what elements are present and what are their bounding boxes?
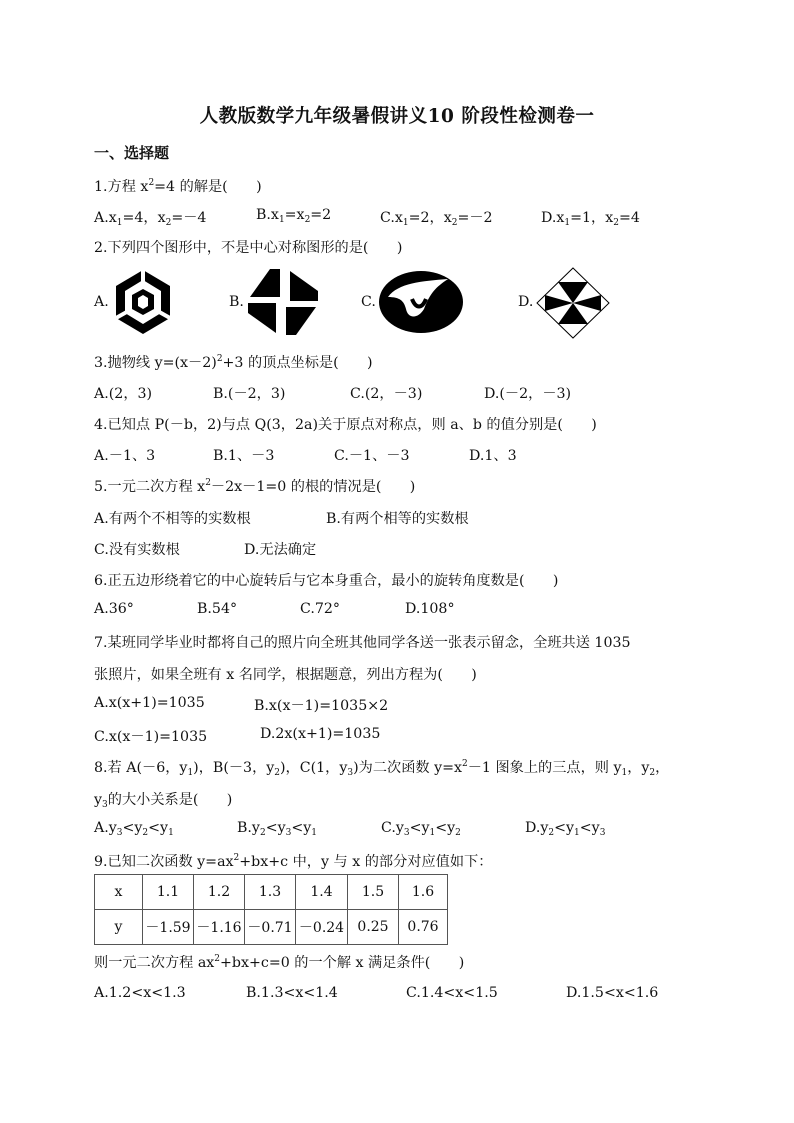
q9-option-d[interactable]: D.1.5<x<1.6 <box>566 985 659 1001</box>
q3-option-c[interactable]: C.(2，－3) <box>350 386 423 402</box>
q1-stem-text-end: =4 的解是( ) <box>154 179 262 195</box>
q8a-c: <y <box>148 820 169 836</box>
table-cell: 0.25 <box>348 910 399 945</box>
q9-exponent: 2 <box>233 853 240 863</box>
question-2-stem: 2.下列四个图形中，不是中心对称图形的是( ) <box>94 240 403 256</box>
q8b-s2: 3 <box>285 828 292 838</box>
hexagon-swirl-icon[interactable] <box>108 267 178 337</box>
q8-option-c[interactable] <box>381 820 461 838</box>
q6-option-a[interactable]: A.36° <box>94 601 134 617</box>
q8-line2-sub: 3 <box>102 800 108 810</box>
question-1-stem <box>94 176 262 196</box>
q8b-c: <y <box>291 820 312 836</box>
q8-sub-1: 1 <box>187 768 194 778</box>
q8c-s2: 1 <box>429 828 436 838</box>
q1c-mid: =2，x <box>408 210 452 226</box>
q1d-text: D.x <box>541 210 565 226</box>
q1-option-c[interactable] <box>380 207 493 228</box>
q8c-c: <y <box>435 820 456 836</box>
q1-stem-text: 1.方程 x <box>94 179 149 195</box>
table-cell: －1.16 <box>194 910 245 945</box>
q8a-b: <y <box>122 820 143 836</box>
q8b-a: B.y <box>237 820 260 836</box>
q1b-sub2: 2 <box>304 215 311 225</box>
q1a-mid: =4，x <box>122 210 166 226</box>
q8b-b: <y <box>265 820 286 836</box>
section-heading: 一、选择题 <box>94 144 170 162</box>
q8-sub-4: 1 <box>621 768 628 778</box>
q8-text-g: ， <box>655 760 670 776</box>
q8c-b: <y <box>409 820 430 836</box>
table-cell: 1.2 <box>194 875 245 910</box>
question-4-stem: 4.已知点 P(－b，2)与点 Q(3，2a)关于原点对称点，则 a、b 的值分别是( ) <box>94 417 597 433</box>
q2-option-d-label[interactable]: D. <box>518 294 534 310</box>
q4-option-a[interactable]: A.－1、3 <box>94 448 156 464</box>
q1-exponent: 2 <box>148 178 155 188</box>
q8d-s1: 2 <box>548 828 555 838</box>
q9-after-text-end: +bx+c=0 的一个解 x 满足条件( ) <box>220 955 465 971</box>
q8-option-d[interactable] <box>525 820 605 838</box>
table-cell: 1.5 <box>348 875 399 910</box>
q5-option-d[interactable]: D.无法确定 <box>244 542 317 558</box>
q8b-s3: 1 <box>311 828 317 838</box>
q1c-text: C.x <box>380 210 403 226</box>
q6-option-c[interactable]: C.72° <box>300 601 341 617</box>
q8-option-a[interactable] <box>94 820 174 838</box>
q3-option-b[interactable]: B.(－2，3) <box>213 386 286 402</box>
q8a-s1: 3 <box>116 828 123 838</box>
q5-option-b[interactable]: B.有两个相等的实数根 <box>326 511 469 527</box>
q8-text-b: )，B(－3，y <box>193 760 275 776</box>
q8-text-a: 8.若 A(－6，y <box>94 760 188 776</box>
q8-line2-a: y <box>94 792 103 808</box>
question-9-followup <box>94 952 464 972</box>
q8b-s1: 2 <box>259 828 266 838</box>
q7-option-d[interactable]: D.2x(x+1)=1035 <box>260 726 381 742</box>
q1d-sub1: 1 <box>564 218 571 228</box>
q8-line2-b: 的大小关系是( ) <box>107 792 233 808</box>
q8d-a: D.y <box>525 820 549 836</box>
question-8-stem-line2 <box>94 789 232 810</box>
q1d-end: =4 <box>618 210 640 226</box>
q4-option-d[interactable]: D.1、3 <box>469 448 517 464</box>
q8d-s2: 1 <box>574 828 580 838</box>
table-cell: x <box>95 875 143 910</box>
q3-option-a[interactable]: A.(2，3) <box>94 386 153 402</box>
q9-option-c[interactable]: C.1.4<x<1.5 <box>406 985 498 1001</box>
q3-exponent: 2 <box>216 354 223 364</box>
table-cell: 0.76 <box>399 910 448 945</box>
q8a-s2: 2 <box>142 828 149 838</box>
q8a-s3: 1 <box>168 828 174 838</box>
table-cell: －0.24 <box>296 910 348 945</box>
question-6-stem: 6.正五边形绕着它的中心旋转后与它本身重合，最小的旋转角度数是( ) <box>94 573 559 589</box>
q3-stem-text-end: +3 的顶点坐标是( ) <box>222 355 373 371</box>
q1a-text: A.x <box>94 210 117 226</box>
q8-option-b[interactable] <box>237 820 317 838</box>
q2-option-c-label[interactable]: C. <box>361 294 376 310</box>
q1b-end: =2 <box>310 207 332 223</box>
table-cell: －0.71 <box>245 910 296 945</box>
table-cell: 1.6 <box>399 875 448 910</box>
question-3-stem <box>94 352 373 372</box>
q1b-sub1: 1 <box>278 215 285 225</box>
q8-sub-5: 2 <box>649 768 656 778</box>
q1a-sub1: 1 <box>116 218 123 228</box>
q1c-sub2: 2 <box>451 218 458 228</box>
question-7-stem-line1: 7.某班同学毕业时都将自己的照片向全班其他同学各送一张表示留念，全班共送 1035 <box>94 635 631 651</box>
q2-option-b-label[interactable]: B. <box>229 294 244 310</box>
q9-stem-text-end: +bx+c 中，y 与 x 的部分对应值如下： <box>239 854 493 870</box>
q5-option-c[interactable]: C.没有实数根 <box>94 542 180 558</box>
q3-option-d[interactable]: D.(－2，－3) <box>484 386 572 402</box>
q8c-s1: 3 <box>403 828 410 838</box>
q8-sub-2: 2 <box>274 768 281 778</box>
value-table <box>94 874 448 945</box>
q8-text-e: －1 图象上的三点，则 y <box>467 760 622 776</box>
q1c-end: =－2 <box>457 210 493 226</box>
q5-stem-text: 5.一元二次方程 x <box>94 479 206 495</box>
q7-option-c[interactable]: C.x(x－1)=1035 <box>94 729 208 745</box>
q9-option-a[interactable]: A.1.2<x<1.3 <box>94 985 186 1001</box>
diamond-bowtie-icon[interactable] <box>536 267 610 339</box>
q6-option-b[interactable]: B.54° <box>197 601 238 617</box>
table-row <box>95 875 448 910</box>
q1b-mid: =x <box>284 207 305 223</box>
q5-stem-text-end: －2x－1=0 的根的情况是( ) <box>210 479 416 495</box>
q3-stem-text: 3.抛物线 y=(x－2) <box>94 355 217 371</box>
q9-after-text: 则一元二次方程 ax <box>94 955 215 971</box>
q4-option-b[interactable]: B.1、－3 <box>213 448 275 464</box>
table-cell: 1.4 <box>296 875 348 910</box>
q8-sub-3: 3 <box>347 768 354 778</box>
q5-option-a[interactable]: A.有两个不相等的实数根 <box>94 511 251 527</box>
q8d-b: <y <box>554 820 575 836</box>
question-8-stem-line1 <box>94 757 669 778</box>
table-cell: 1.3 <box>245 875 296 910</box>
q8d-s3: 3 <box>599 828 606 838</box>
q1-option-a[interactable] <box>94 207 206 228</box>
q9-option-b[interactable]: B.1.3<x<1.4 <box>246 985 338 1001</box>
question-7-stem-line2: 张照片，如果全班有 x 名同学，根据题意，列出方程为( ) <box>94 667 477 683</box>
q8-text-d: )为二次函数 y=x <box>353 760 462 776</box>
question-5-stem <box>94 476 415 496</box>
q2-option-a-label[interactable]: A. <box>94 294 109 310</box>
q5-exponent: 2 <box>205 478 211 488</box>
q7-option-b[interactable]: B.x(x－1)=1035×2 <box>254 698 389 714</box>
q1a-end: =－4 <box>171 210 207 226</box>
q1b-text: B.x <box>256 207 279 223</box>
q1d-sub2: 2 <box>613 218 619 228</box>
q1d-mid: =1，x <box>570 210 614 226</box>
table-cell: y <box>95 910 143 945</box>
q9-after-exponent: 2 <box>214 954 221 964</box>
q1a-sub2: 2 <box>165 218 172 228</box>
table-row <box>95 910 448 945</box>
q8a-a: A.y <box>94 820 117 836</box>
pinwheel-square-icon[interactable] <box>246 267 320 337</box>
oval-emblem-icon[interactable] <box>378 269 464 335</box>
q8-text-f: ，y <box>627 760 650 776</box>
q8d-c: <y <box>579 820 600 836</box>
q8c-a: C.y <box>381 820 404 836</box>
question-9-stem <box>94 851 492 871</box>
q8-exponent: 2 <box>461 759 468 769</box>
table-cell: 1.1 <box>143 875 194 910</box>
q1-option-d[interactable] <box>541 207 640 228</box>
q9-stem-text: 9.已知二次函数 y=ax <box>94 854 234 870</box>
page-title: 人教版数学九年级暑假讲义10 阶段性检测卷一 <box>199 106 595 127</box>
q8-text-c: )，C(1，y <box>280 760 348 776</box>
q1c-sub1: 1 <box>402 218 409 228</box>
q4-option-c[interactable]: C.－1、－3 <box>334 448 410 464</box>
q7-option-a[interactable]: A.x(x+1)=1035 <box>94 695 205 711</box>
q1-option-b[interactable] <box>256 207 331 225</box>
q6-option-d[interactable]: D.108° <box>405 601 455 617</box>
table-cell: －1.59 <box>143 910 194 945</box>
q8c-s3: 2 <box>455 828 461 838</box>
